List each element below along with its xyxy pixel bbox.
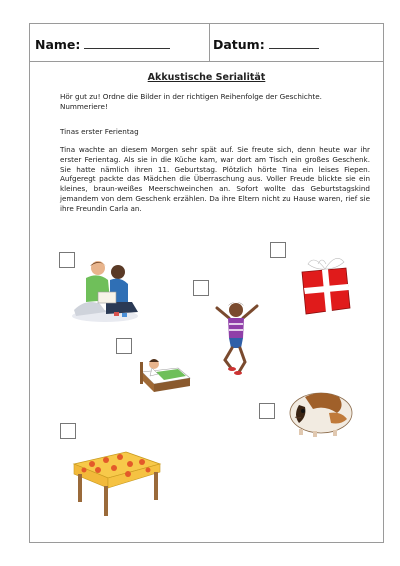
date-label: Datum: — [213, 37, 265, 52]
answer-box-jumping-girl[interactable] — [193, 280, 209, 296]
child-in-bed-icon — [138, 354, 194, 398]
jumping-girl-icon — [211, 296, 263, 380]
name-line[interactable] — [84, 38, 170, 49]
instruction-text: Hör gut zu! Ordne die Bilder in der richtigen Reihenfolge der Geschichte. Nummeriere! — [60, 92, 322, 111]
answer-box-gift[interactable] — [270, 242, 286, 258]
story-text: Tina wachte an diesem Morgen sehr spät auf. Sie freute sich, denn heute war ihr erster Ferientag. Als sie in die Küche kam, war dort am Tisch ein großes Geschenk. Sie hatte nämlich ihren 11. Geburtstag. Plötzlich hörte Tina ein leises Fiepen. Aufgeregt packte das Mädchen die Überraschung aus. Voller Freude blickte sie ein kleines, braun-weißes Meerschweinchen an. Sofort wollte das Geburtstagskind jemandem von dem Geschenk erzählen. Da ihre Eltern nicht zu Hause waren, rief sie ihre Freundin Carla an. — [60, 145, 370, 213]
name-label: Name: — [35, 37, 81, 52]
date-field — [213, 37, 319, 52]
table-icon — [68, 442, 164, 520]
header-divider — [209, 24, 210, 61]
date-line[interactable] — [269, 38, 319, 49]
answer-box-guinea-pig[interactable] — [259, 403, 275, 419]
children-reading-icon — [66, 258, 144, 324]
gift-box-icon — [296, 252, 354, 316]
story-title: Tinas erster Ferientag — [60, 127, 139, 136]
answer-box-table[interactable] — [60, 423, 76, 439]
worksheet-title: Akkustische Serialität — [147, 72, 266, 83]
answer-box-bed[interactable] — [116, 338, 132, 354]
name-field — [35, 37, 170, 52]
guinea-pig-icon — [285, 383, 357, 441]
header — [30, 24, 383, 62]
